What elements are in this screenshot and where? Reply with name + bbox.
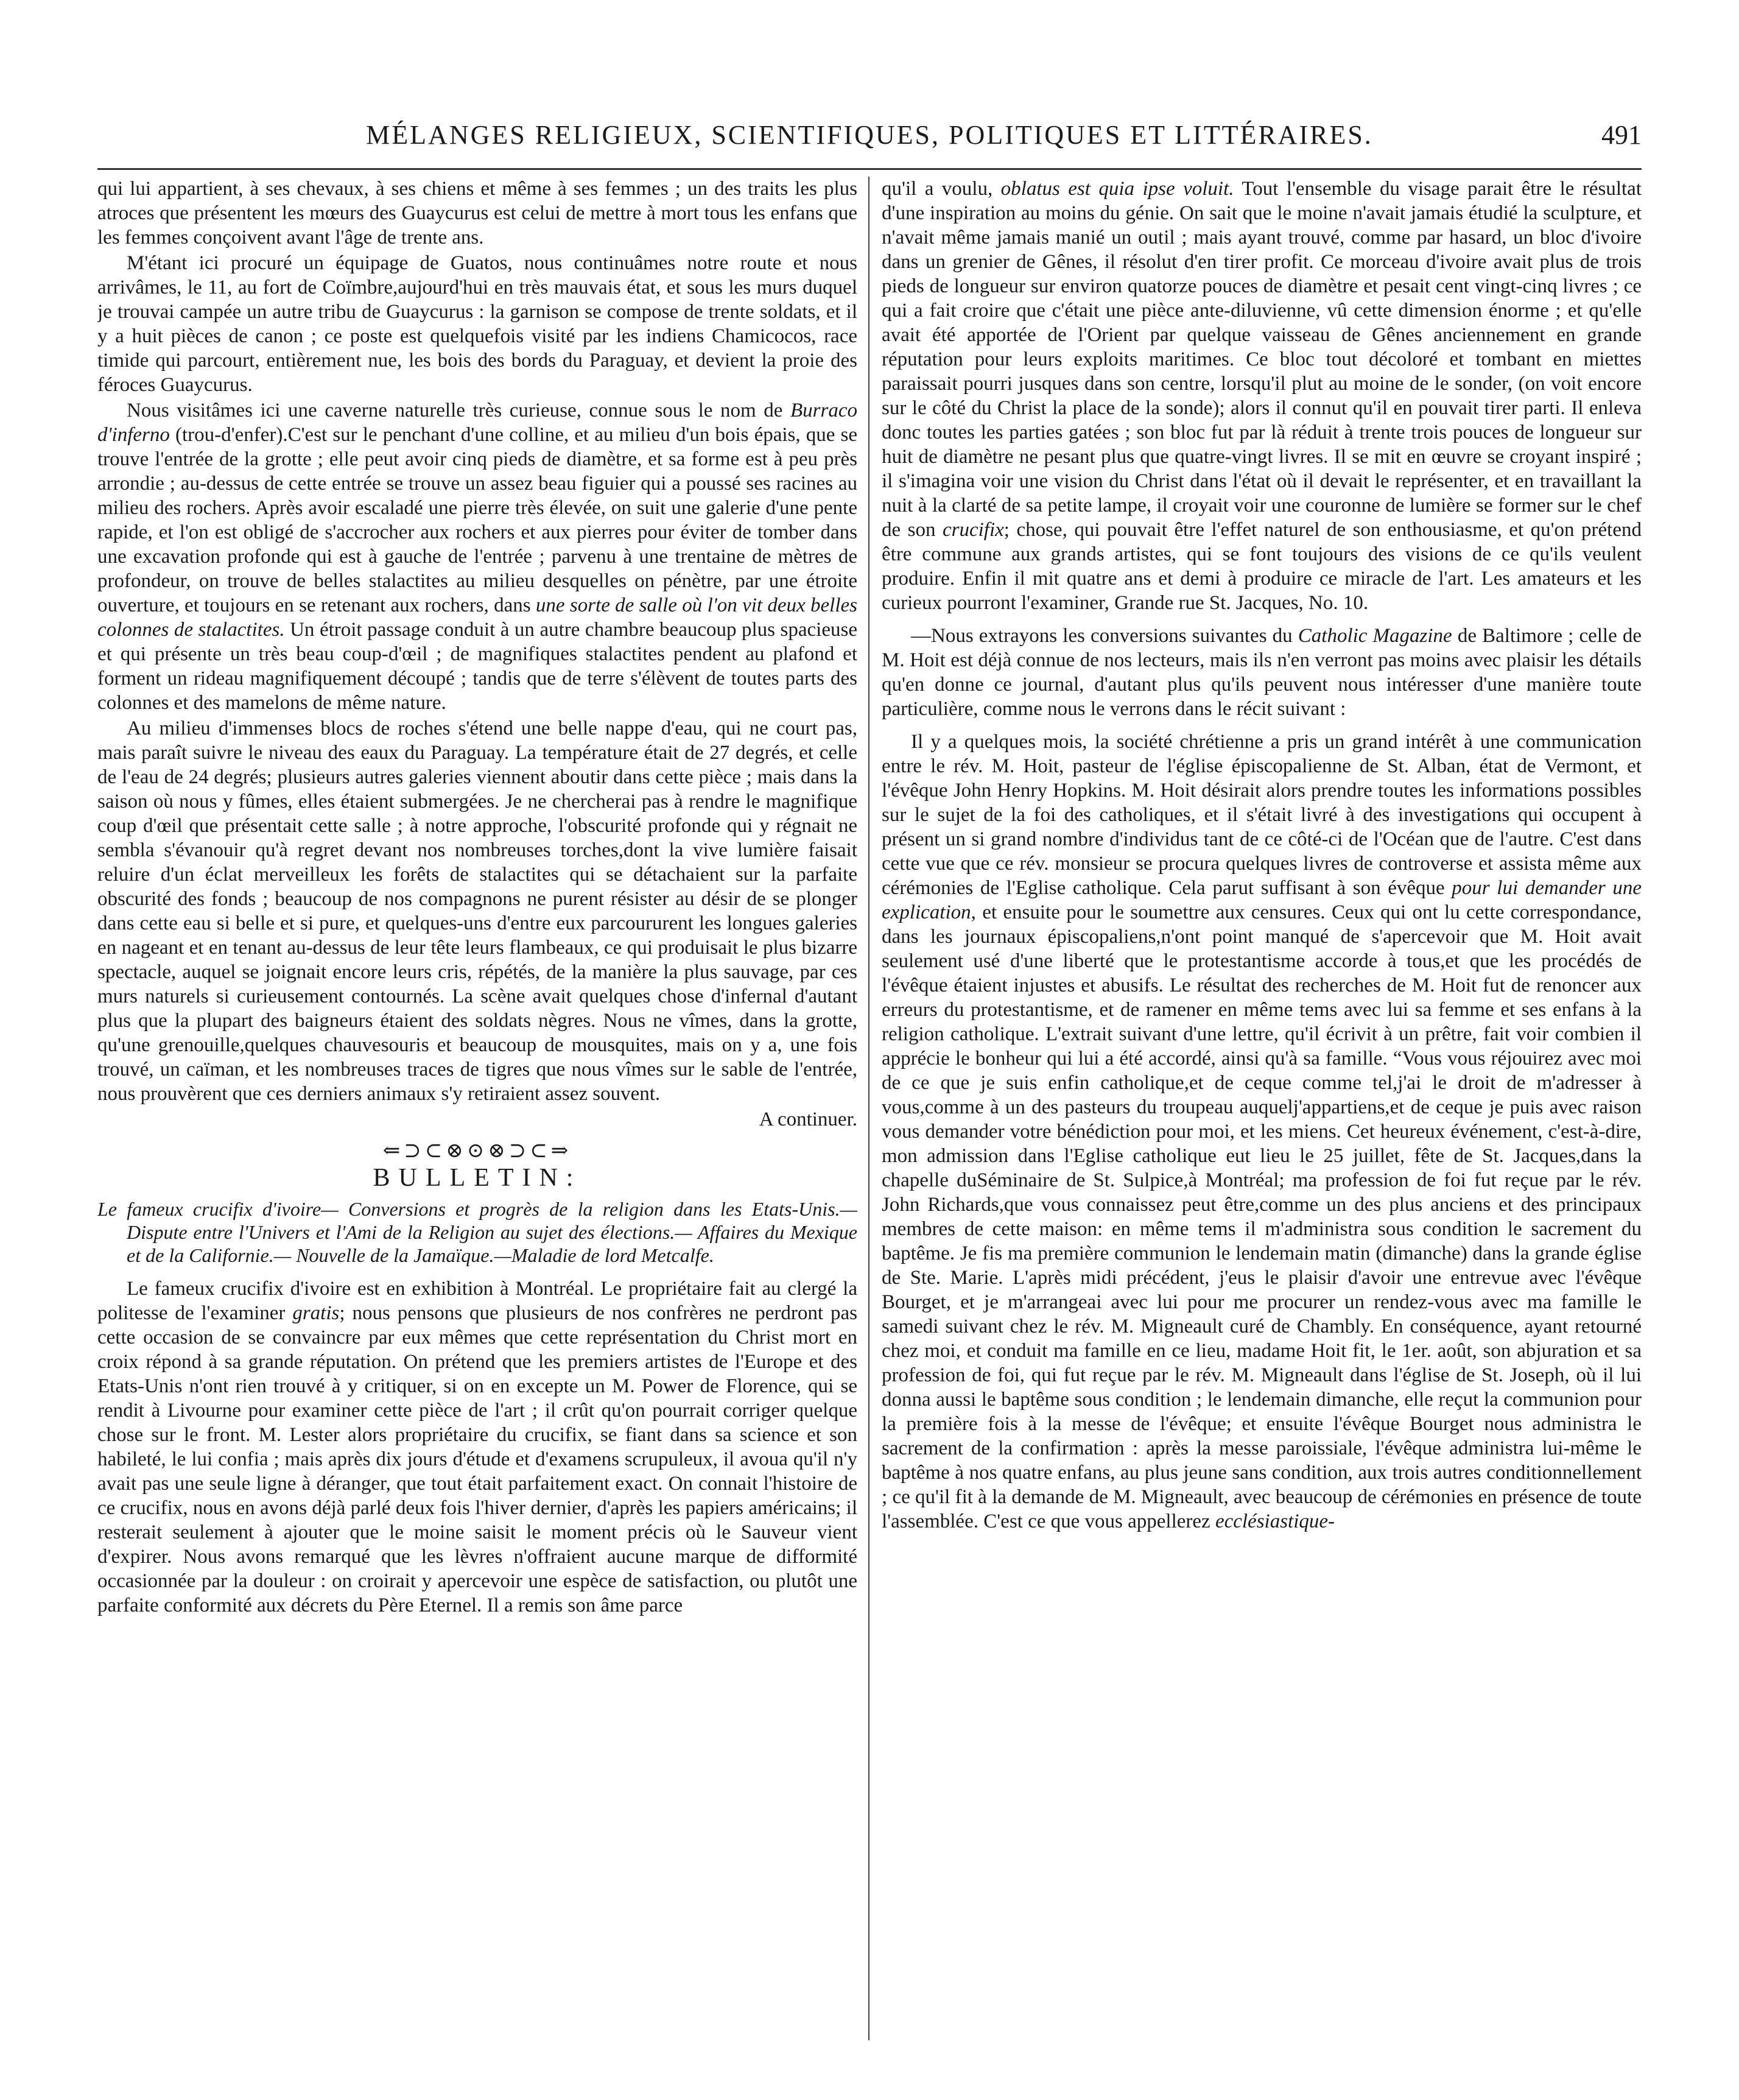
paragraph: qui lui appartient, à ses chevaux, à ses chiens et même à ses femmes ; un des traits les plus atroces que présentent les mœurs des Guaycurus est celui de mettre à mort tous les enfans que les femmes conçoivent avant l'âge de trente ans. <box>97 178 857 248</box>
italic-text: Catholic Magazine <box>1298 625 1452 647</box>
paragraph <box>882 624 1642 721</box>
paragraph <box>882 730 1642 1534</box>
italic-text: ecclésiastique- <box>1215 1510 1335 1532</box>
text-run: , et ensuite pour le soumettre aux censures. Ceux qui ont lu cette correspondance, dans les journaux épiscopaliens,n'ont point manqué de s'apercevoir que M. Hoit avait seulement usé d'une liberté que le protestantisme accorde à tous,et que les procédés de l'évêque étaient injustes et abusifs. Le résultat des recherches de M. Hoit fut de renoncer aux erreurs du protestantisme, et de ramener en même tems avec lui sa femme et ses enfans à la religion catholique. L'extrait suivant d'une lettre, qu'il écrivit à un prêtre, fait voir combien il apprécie le bonheur qui lui a été accordé, ainsi qu'à sa famille. “Vous vous réjouirez avec moi de ce que je suis enfin catholique,et de ceque comme tel,j'ai le droit de m'adresser à vous,comme à un des pasteurs du troupeau auquelj'appartiens,et de ceque je puis avec raison vous demander votre bénédiction pour moi, et les miens. Cet heureux événement, c'est-à-dire, mon admission dans l'Eglise catholique eut lieu le 25 juillet, fête de St. Jacques,dans la chapelle duSéminaire de St. Sulpice,à Montréal; ma profession de foi fut reçue par le rév. John Richards,que vous connaissez peut être,comme un des plus anciens et des principaux membres de cette maison: en même tems il m'administra sous condition le sacrement du baptême. Je fis ma première communion le lendemain matin (dimanche) dans la grande église de Ste. Marie. L'après midi précédent, j'eus le plaisir d'avoir une entrevue avec l'évêque Bourget, et je m'arrangeai avec lui pour me procurer un rendez-vous avec ma famille le samedi suivant chez le rév. M. Migneault curé de Chambly. En conséquence, ayant retourné chez moi, et conduit ma famille en ce lieu, madame Hoit fit, le 1er. août, son abjuration et sa profession de foi, qui fut reçue par le rév. M. Migneault dans l'église de St. Joseph, où il lui donna aussi le baptême sous condition ; le lendemain dimanche, elle reçut la communion pour la première fois à la messe de l'évêque; et ensuite l'évêque Bourget nous administra le sacrement de la confirmation : après la messe paroissiale, l'évêque administra lui-même le baptême à nos quatre enfans, au plus jeune sans condition, aux trois autres conditionnellement ; ce qu'il fit à la demande de M. Migneault, avec beaucoup de cérémonies en présence de toute l'assemblée. C'est ce que vous appellerez <box>882 901 1642 1532</box>
italic-text: pour lui demander une explication <box>882 877 1642 923</box>
text-run: ; nous pensons que plusieurs de nos confrères ne perdront pas cette occasion de se convaincre par eux mêmes que cette représentation du Christ mort en croix répond à sa grande réputation. On prétend que les premiers artistes de l'Europe et des Etats-Unis n'ont rien trouvé à y critiquer, si on en excepte un M. Power de Florence, qui se rendit à Livourne pour examiner cette pièce de l'art ; il crût qu'on pourrait corriger quelque chose sur le front. M. Lester alors propriétaire du crucifix, se fiant dans sa science et son habileté, le lui confia ; mais après dix jours d'étude et d'examens scrupuleux, il avoua qu'il n'y avait pas une seule ligne à déranger, que tout était parfaitement exact. On connait l'histoire de ce crucifix, nous en avons déjà parlé deux fois l'hiver dernier, d'après les papiers américains; il resterait seulement à ajouter que le moine saisit le moment précis où le Sauveur vient d'expirer. Nous avons remarqué que les lèvres n'offraient aucune marque de difformité occasionnée par la douleur : on croirait y apercevoir une espèce de satisfaction, ou plutôt une parfaite conformité aux décrets du Père Eternel. Il a remis son âme parce <box>97 1302 857 1616</box>
italic-text: une sorte de salle où l'on vit deux belles colonnes de stalactites. <box>97 594 857 641</box>
text-run: Le fameux crucifix d'ivoire est en exhibition à Montréal. Le propriétaire fait au clergé la politesse de l'examiner <box>97 1278 857 1324</box>
text-run: (trou-d'enfer).C'est sur le penchant d'une colline, et au milieu d'un bois épais, que se trouve l'entrée de la grotte ; elle peut avoir cinq pieds de diamètre, et sa forme est à peu près arrondie ; au-dessus de cette entrée se trouve un assez beau figuier qui a poussé ses racines au milieu des rochers. Après avoir escaladé une pierre très élevée, on suit une galerie d'une pente rapide, et l'on est obligé de s'accrocher aux rochers et aux pierres pour éviter de tomber dans une excavation profonde qui est à gauche de l'entrée ; parvenu à une trentaine de mètres de profondeur, on trouve de belles stalactites au milieu desquelles on pénètre, par une étroite ouverture, et toujours en se retenant aux rochers, dans <box>97 424 857 616</box>
paragraph <box>97 398 857 715</box>
right-column <box>882 177 1642 2040</box>
continue-label: A continuer. <box>759 1108 857 1130</box>
page-number: 491 <box>1601 120 1642 150</box>
bulletin-title: BULLETIN: <box>373 1164 582 1192</box>
page-header <box>97 119 1642 163</box>
text-run: qu'il a voulu, <box>882 178 1001 200</box>
running-title: MÉLANGES RELIGIEUX, SCIENTIFIQUES, POLITIQUES ET LITTÉRAIRES. <box>366 120 1373 150</box>
italic-text: crucifix <box>942 519 1004 541</box>
text-run: ; chose, qui pouvait être l'effet naturel de son enthousiasme, et qu'on prétend être commune aux grands artistes, qui se font toujours des visions de ce qu'ils veulent produire. Enfin il mit quatre ans et demi à produire ce miracle de l'art. Les amateurs et les curieux pourront l'examiner, Grande rue St. Jacques, No. 10. <box>882 519 1642 614</box>
left-column <box>97 177 857 2040</box>
paragraph: M'étant ici procuré un équipage de Guatos, nous continuâmes notre route et nous arrivâmes, le 11, au fort de Coïmbre,aujourd'hui en très mauvais état, et sous les murs duquel je trouvai campée un autre tribu de Guaycurus : la garnison se compose de trente soldats, et il y a huit pièces de canon ; ce poste est quelquefois visité par les indiens Chamicocos, race timide qui parcourt, entièrement nue, les bois des bords du Paraguay, et devient la proie des féroces Guaycurus. <box>97 252 857 396</box>
bulletin-summary: Le fameux crucifix d'ivoire— Conversions et progrès de la religion dans les Etats-Unis.— Dispute entre l'Univers et l'Ami de la Religion au sujet des élections.— Affaires du Mexique et de la Californie.— Nouvelle de la Jamaïque.—Maladie de lord Metcalfe. <box>97 1198 857 1266</box>
italic-text: oblatus est quia ipse voluit. <box>1000 178 1234 200</box>
paragraph <box>97 1277 857 1618</box>
text-run: Tout l'ensemble du visage parait être le résultat d'une inspiration au moins du génie. On sait que le moine n'avait jamais étudié la sculpture, et n'avait même jamais manié un outil ; mais ayant trouvé, comme par hasard, un bloc d'ivoire dans un grenier de Gênes, il résolut d'en tirer profit. Ce morceau d'ivoire avait plus de trois pieds de longueur sur environ quatorze pouces de diamètre et pesait cent vingt-cinq livres ; ce qui a fait croire que c'était une pièce ante-diluvienne, vû cette dimension énorme ; et qu'elle avait été apportée de l'Orient par quelque vaisseau de Gênes anciennement en grande réputation pour leurs exploits maritimes. Ce bloc tout décoloré et tombant en miettes paraissait pourri jusques dans son centre, lorsqu'il plut au moine de le sonder, (on voit encore sur le côté du Christ la place de la sonde); alors il connut qu'il en pouvait tirer parti. Il enleva donc toutes les parties gatées ; son bloc fut par là réduit à trente trois pouces de longueur sur huit de diamètre ne pesant plus que quatre-vingt livres. Il se mit en œuvre se croyant inspiré ; il s'imagina voir une vision du Christ dans l'état où il devait le représenter, et en travaillant la nuit à la clarté de sa petite lampe, il croyait voir une couronne de lumière se former sur le chef de son <box>882 178 1642 541</box>
italic-text: Burraco d'inferno <box>97 400 857 446</box>
header-rule <box>97 168 1642 170</box>
ornament-divider: ⇐⊃⊂⊗⊙⊗⊃⊂⇒ <box>382 1140 572 1162</box>
paragraph <box>882 177 1642 615</box>
text-run: Un étroit passage conduit à un autre chambre beaucoup plus spacieuse et qui présente un très beau coup-d'œil ; de magnifiques stalactites pendent au plafond et forment un rideau magnifiquement découpé ; tandis que de terre s'élèvent de toutes parts des colonnes et des mamelons de même nature. <box>97 619 857 714</box>
text-run: Nous visitâmes ici une caverne naturelle très curieuse, connue sous le nom de <box>127 400 790 421</box>
text-run: de Baltimore ; celle de M. Hoit est déjà connue de nos lecteurs, mais ils n'en verront pas moins avec plaisir les détails qu'en donne ce journal, d'autant plus qu'ils peuvent nous intéresser d'une manière toute particulière, comme nous le verrons dans le récit suivant : <box>882 625 1642 720</box>
text-run: Il y a quelques mois, la société chrétienne a pris un grand intérêt à une communication entre le rév. M. Hoit, pasteur de l'église épiscopalienne de St. Alban, état de Vermont, et l'évêque John Henry Hopkins. M. Hoit désirait alors prendre toutes les informations possibles sur le sujet de la foi des catholiques, et il s'était livré à des investigations qui occupent à présent un si grand nombre d'individus tant de ce côté-ci de l'Océan que de l'autre. C'est dans cette vue que ce rév. monsieur se procura quelques livres de controverse et assista même aux cérémonies de l'Eglise catholique. Cela parut suffisant à son évêque <box>882 731 1642 899</box>
italic-text: gratis <box>292 1302 340 1324</box>
paragraph: Au milieu d'immenses blocs de roches s'étend une belle nappe d'eau, qui ne court pas, mais paraît suivre le niveau des eaux du Paraguay. La température était de 27 degrés, et celle de l'eau de 24 degrés; plusieurs autres galeries viennent aboutir dans cette pièce ; mais dans la saison où nous y fûmes, elles étaient submergées. Je ne chercherai pas à rendre le magnifique coup d'œil que présentait cette salle ; à notre approche, l'obscurité profonde qui y régnait ne sembla s'évanouir qu'à regret devant nos nombreuses torches,dont la vive lumière faisait reluire d'un éclat merveilleux les forêts de stalactites qui se détachaient sur la parfaite obscurité des fonds ; beaucoup de nos compagnons ne purent résister au désir de se plonger dans cette eau si belle et si pure, et quelques-uns d'entre eux parcoururent les longues galeries en nageant et en tenant au-dessus de leur tête leurs flambeaux, ce qui produisait le plus bizarre spectacle, auquel se joignait encore leurs cris, répétés, de la manière la plus sauvage, par ces murs naturels si curieusement contournés. La scène avait quelques chose d'infernal d'autant plus que la plupart des baigneurs étaient des soldats nègres. Nous ne vîmes, dans la grotte, qu'une grenouille,quelques chauvesouris et beaucoup de mousquites, mais on y a, une fois trouvé, un caïman, et les nombreuses traces de tigres que nous vîmes sur le sable de l'entrée, nous prouvèrent que ces derniers animaux s'y retiraient assez souvent. <box>97 717 857 1105</box>
text-run: —Nous extrayons les conversions suivantes du <box>911 625 1298 647</box>
column-divider <box>868 177 869 2040</box>
